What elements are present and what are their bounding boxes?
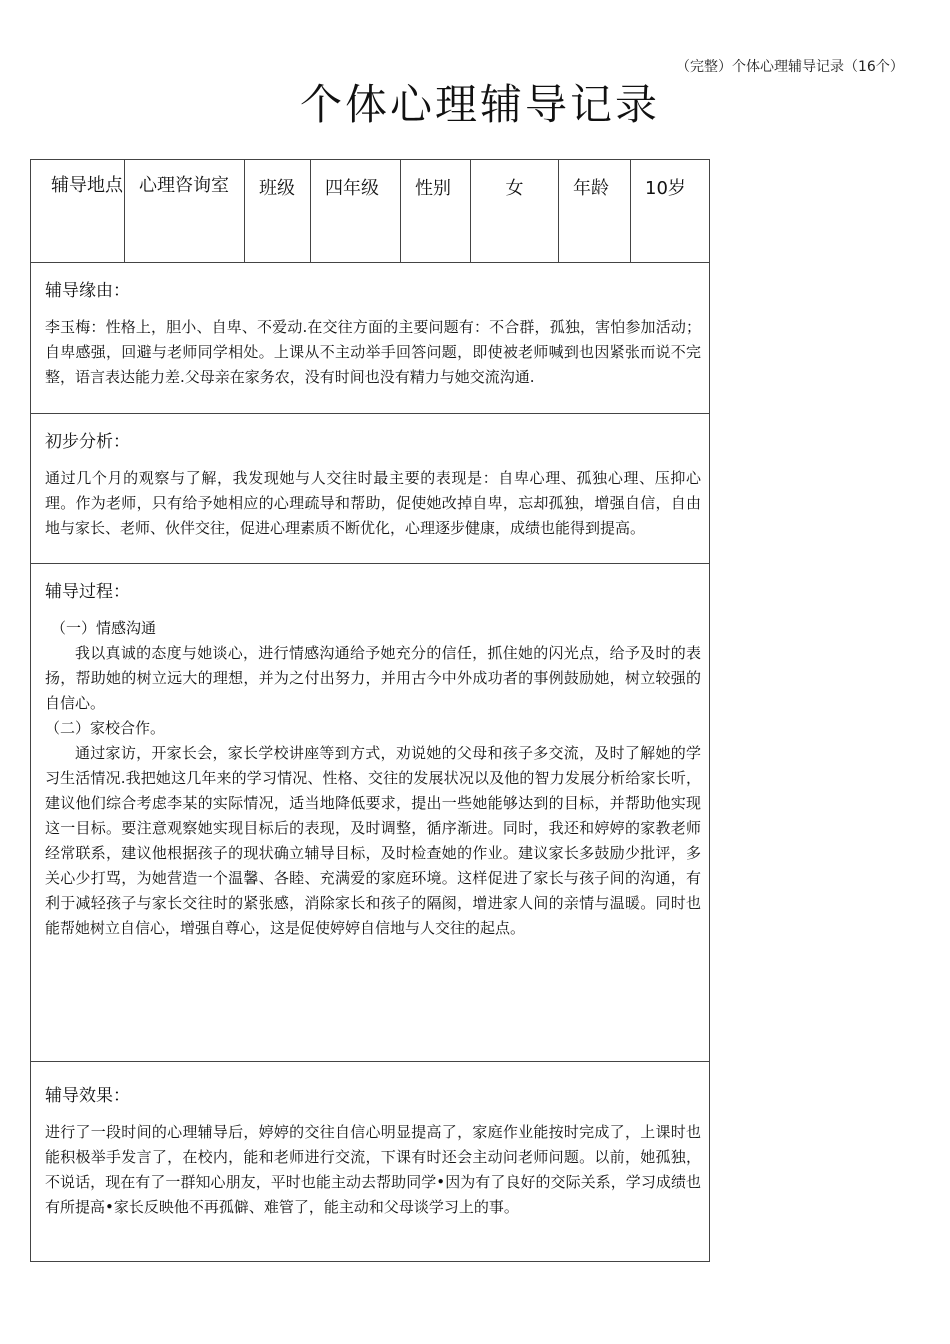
analysis-title: 初步分析： <box>45 432 130 452</box>
effect-section <box>31 1062 709 1261</box>
process-subheading-2: （二）家校合作。 <box>45 719 166 737</box>
page-title: 个体心理辅导记录 <box>300 80 661 129</box>
process-text-2: 通过家访，开家长会，家长学校讲座等到方式，劝说她的父母和孩子多交流，及时了解她的学习生活情况.我把她这几年来的学习情况、性格、交往的发展状况以及他的智力发展分析给家长听，建议他们综合考虑李某的实际情况，适当地降低要求，提出一些她能够达到的目标，并帮助他实现这一目标。要注意观察她实现目标后的表现，及时调整，循序渐进。同时，我还和婷婷的家教老师经常联系，建议他根据孩子的现状确立辅导目标，及时检查她的作业。建议家长多鼓励少批评，多关心少打骂，为她营造一个温馨、各睦、充满爱的家庭环境。这样促进了家长与孩子间的沟通，有利于减轻孩子与家长交往时的紧张感，消除家长和孩子的隔阂，增进家人间的亲情与温暖。同时也能帮她树立自信心，增强自尊心，这是促使婷婷自信地与人交往的起点。 <box>45 744 701 937</box>
effect-text: 进行了一段时间的心理辅导后，婷婷的交往自信心明显提高了，家庭作业能按时完成了，上课时也能积极举手发言了，在校内，能和老师进行交流，下课有时还会主动问老师问题。以前，她孤独，不说话，现在有了一群知心朋友，平时也能主动去帮助同学•因为有了良好的交际关系，学习成绩也有所提高•家长反映他不再孤僻、难管了，能主动和父母谈学习上的事。 <box>45 1123 701 1216</box>
header-note: （完整）个体心理辅导记录（16个） <box>676 59 904 75</box>
process-subheading-1: （一）情感沟通 <box>51 619 157 637</box>
record-form <box>30 159 710 1262</box>
info-row <box>31 160 709 263</box>
reason-section <box>31 263 709 414</box>
age-value: 10岁 <box>645 178 686 199</box>
effect-title: 辅导效果： <box>45 1086 130 1106</box>
process-section <box>31 564 709 1062</box>
gender-value: 女 <box>471 160 559 262</box>
place-value: 心理咨询室 <box>125 160 245 262</box>
class-label: 班级 <box>245 160 311 262</box>
process-title: 辅导过程： <box>45 582 130 602</box>
reason-title: 辅导缘由： <box>45 281 130 301</box>
gender-label: 性别 <box>401 160 471 262</box>
analysis-section <box>31 414 709 564</box>
analysis-text: 通过几个月的观察与了解，我发现她与人交往时最主要的表现是：自卑心理、孤独心理、压抑心理。作为老师，只有给予她相应的心理疏导和帮助，促使她改掉自卑，忘却孤独，增强自信，自由地与家长、老师、伙伴交往，促进心理素质不断优化，心理逐步健康，成绩也能得到提高。 <box>45 469 701 537</box>
place-label: 辅导地点 <box>31 160 125 262</box>
reason-text: 李玉梅：性格上，胆小、自卑、不爱动.在交往方面的主要问题有：不合群，孤独，害怕参加活动；自卑感强，回避与老师同学相处。上课从不主动举手回答问题，即使被老师喊到也因紧张而说不完整，语言表达能力差.父母亲在家务农，没有时间也没有精力与她交流沟通. <box>45 318 701 386</box>
class-value: 四年级 <box>311 160 401 262</box>
age-label: 年龄 <box>559 160 631 262</box>
process-text-1: 我以真诚的态度与她谈心，进行情感沟通给予她充分的信任，抓住她的闪光点，给予及时的表扬，帮助她的树立远大的理想，并为之付出努力，并用古今中外成功者的事例鼓励她，树立较强的自信心。 <box>45 644 701 712</box>
